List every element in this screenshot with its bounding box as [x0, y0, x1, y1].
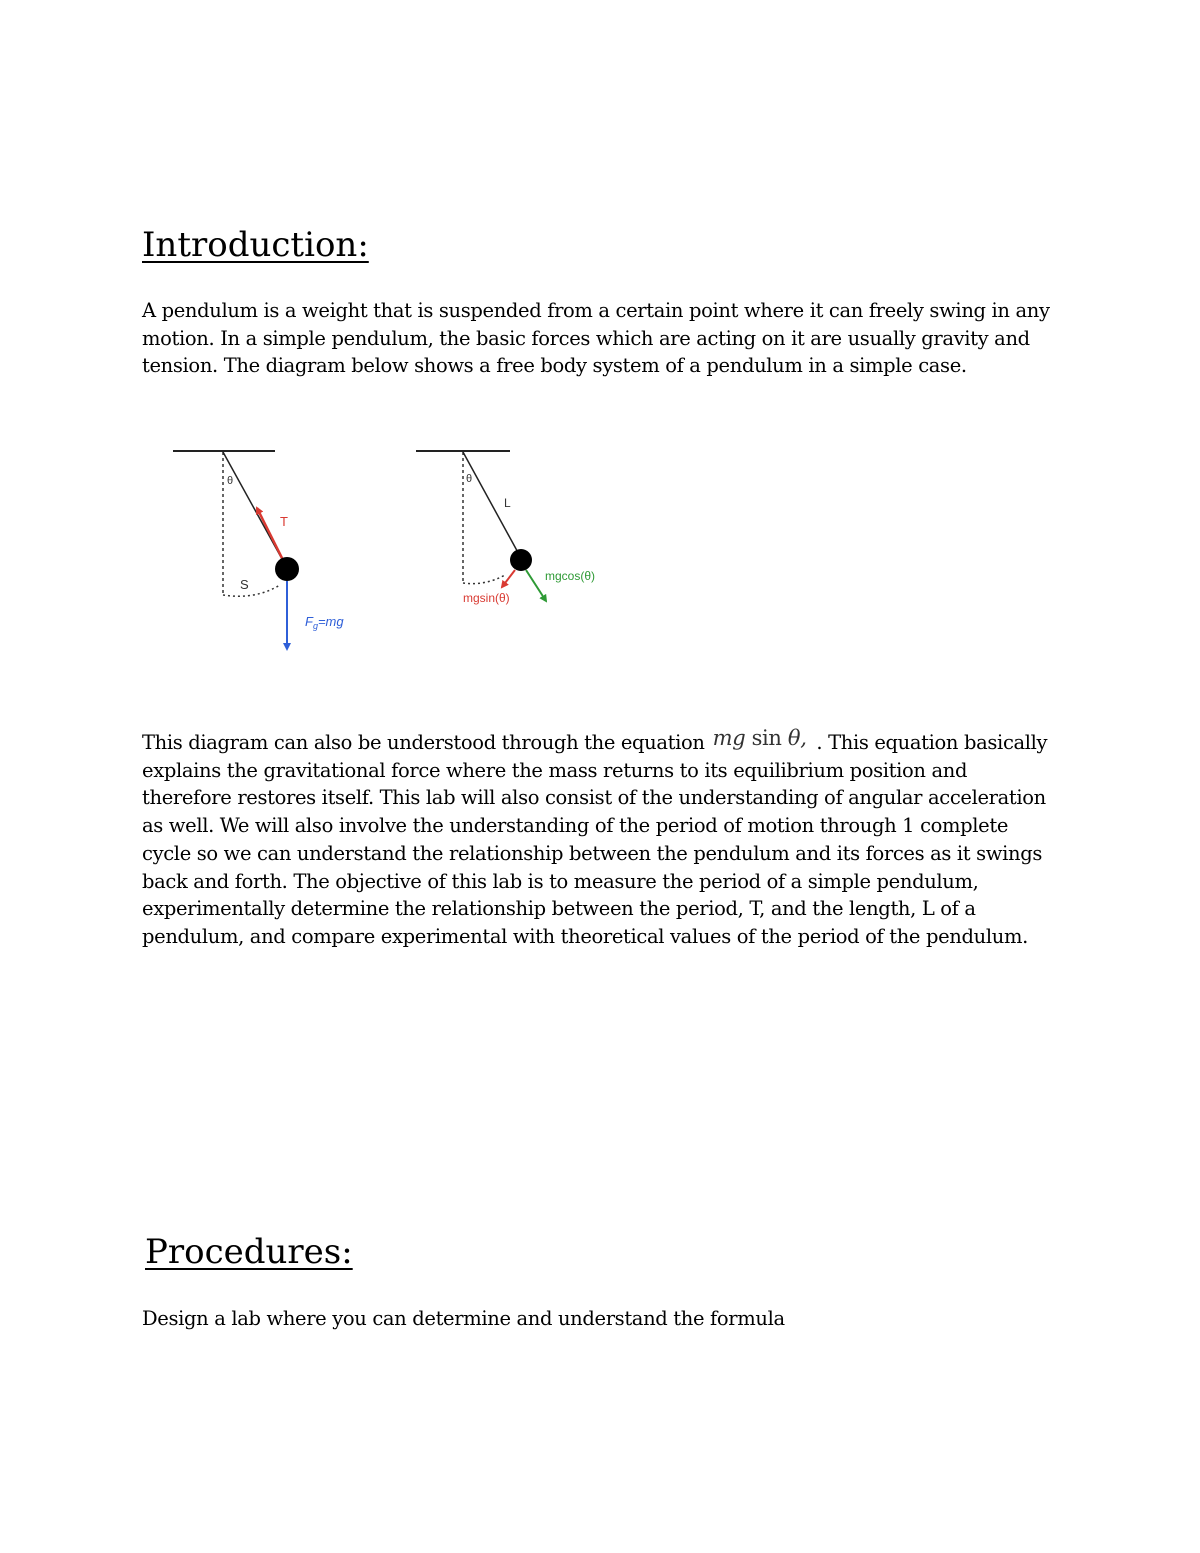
right-string: [463, 452, 521, 558]
right-arc: [463, 575, 505, 584]
intro-paragraph: A pendulum is a weight that is suspended from a certain point where it can freely swing in any motion. In a simple pendulum, the basic forces which are acting on it are usually gravity and tension. The diagram below shows a free body system of a pendulum in a simple case.: [142, 299, 1050, 378]
explanation-paragraph: [142, 726, 1062, 951]
gravity-label: $F_g=mg$: [305, 614, 344, 631]
pendulum-free-body-diagram: [160, 440, 620, 660]
left-angle-label: θ: [227, 475, 234, 487]
explanation-text-before: This diagram can also be understood through the equation: [142, 731, 705, 754]
tension-label: T: [280, 514, 288, 529]
sin-component-arrow: [502, 570, 515, 587]
right-pendulum: [416, 451, 595, 605]
introduction-heading: Introduction:: [142, 225, 369, 265]
left-pendulum: [173, 451, 344, 649]
cos-component-label: mgcos(θ): [545, 569, 596, 583]
cos-component-arrow: [526, 570, 546, 601]
right-bob: [510, 549, 532, 571]
procedures-heading: Procedures:: [145, 1232, 353, 1272]
procedures-paragraph: Design a lab where you can determine and understand the formula: [142, 1307, 785, 1330]
equation-mg-sin-theta: mg sin θ,: [712, 726, 807, 750]
sin-component-label: mgsin(θ): [463, 591, 510, 605]
arc-label: S: [240, 577, 249, 592]
left-arc: [223, 585, 280, 596]
left-bob: [275, 557, 299, 581]
explanation-text-after: . This equation basically explains the gravitational force where the mass returns to its equilibrium position and therefore restores itself. This lab will also consist of the understanding of angular acceleration as well. We will also involve the understanding of the period of motion through 1 complete cycle so we can understand the relationship between the pendulum and its forces as it swings back and forth. The objective of this lab is to measure the period of a simple pendulum, experimentally determine the relationship between the period, T, and the length, L of a pendulum, and compare experimental with theoretical values of the period of the pendulum.: [142, 731, 1048, 948]
right-angle-label: θ: [466, 473, 473, 485]
length-label: L: [504, 496, 511, 510]
